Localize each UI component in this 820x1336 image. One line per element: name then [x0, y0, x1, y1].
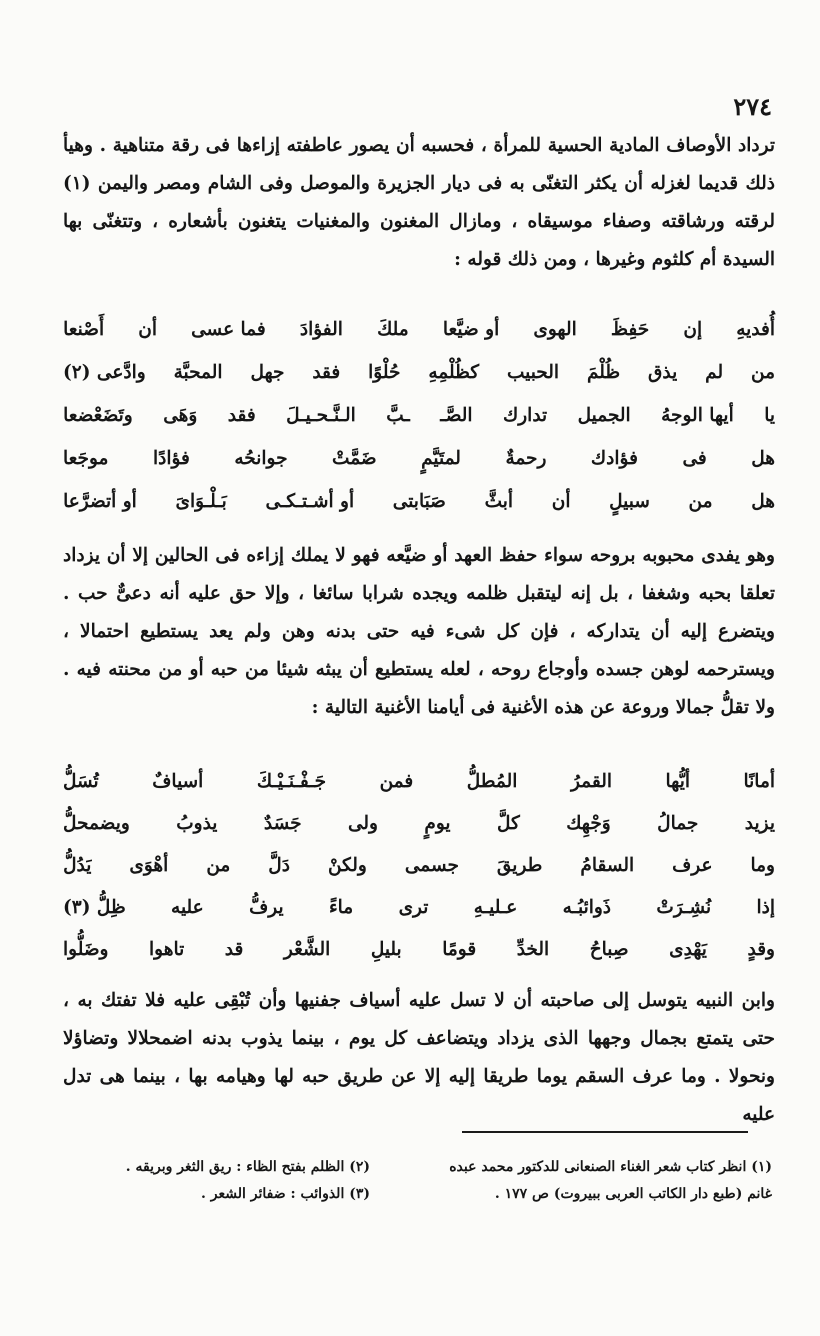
- poem-word: المُطلُّ: [466, 770, 518, 792]
- poem-word: السقامُ: [580, 854, 635, 876]
- footnote-column-left: [126, 1154, 370, 1208]
- poem-word: الصَّـ: [440, 405, 473, 426]
- poem-word: دَلَّ: [268, 854, 290, 876]
- poem-word: نُشِـرَتْ: [656, 896, 712, 918]
- poem-word: لمتَيَّمٍ: [421, 448, 461, 469]
- poem-word: تاهوا: [149, 938, 185, 960]
- poem-word: حُلْوًا: [368, 362, 401, 383]
- poem-word: من: [751, 362, 775, 383]
- poem-word: طريقَ: [496, 854, 543, 876]
- middle-paragraph: وهو يفدى محبوبه بروحه سواء حفظ العهد أو ضيَّعه فهو لا يملك إزاءه فى الحالين إلا أن يزداد تعلقا بحبه وشغفا ، بل إنه ليتقبل ظلمه ويجده شرابا سائغا ، وإلا حق عليه أنه دعىٌّ حب . ويتضرع إليه أن يتداركه ، فإن كل شىء فيه حتى بدنه وهن ولم يعد يستطيع احتمالا ، ويسترحمه لوهن جسده وأوجاع روحه ، لعله يستطيع أن يبثه شيئا من حبه أو من محنته فيه . ولا تقلُّ جمالا وروعة عن هذه الأغنية فى أيامنا الأغنية التالية :: [63, 545, 775, 718]
- poem-word: إذا: [756, 896, 775, 918]
- poem-word: أو أشـتـكـى: [265, 491, 355, 512]
- poem-word: أُفديهِ: [736, 319, 775, 340]
- poem-word: ظِلُّ (٣): [63, 896, 126, 918]
- poem-word: من: [688, 491, 713, 512]
- poem-line: [63, 437, 775, 480]
- poem-word: الـنَّـحـيـلَ: [286, 405, 356, 426]
- closing-paragraph: وابن النبيه يتوسل إلى صاحبته أن لا تسل عليه أسياف جفنيها وأن تُبْقِى عليه فلا تفتك به ، حتى يتمتع بجمال وجهها الذى يزداد ويتضاعف كل يوم ، بينما يذوب بدنه اضمحلالا وتضاؤلا ونحولا . وما عرف السقم يوما طريقا إليه إلا عن طريق حبه لها وهيامه بها ، بينما هى تدل عليه: [63, 990, 775, 1125]
- poem-word: موجَعا: [63, 448, 109, 469]
- poem-word: تُسَلُّ: [63, 770, 99, 792]
- poem-word: وَهَى: [163, 405, 198, 426]
- poem-word: فى: [682, 448, 707, 469]
- poem-word: هل: [751, 491, 775, 512]
- poem-word: فمن: [379, 770, 414, 792]
- poem-word: يذوبُ: [176, 812, 218, 834]
- poem-line: [63, 351, 775, 394]
- poem-word: الفؤادَ: [299, 319, 343, 340]
- poem-word: ـبَّ: [386, 405, 410, 426]
- poem-word: قومًا: [442, 938, 477, 960]
- poem-word: فؤادًا: [152, 448, 190, 469]
- poem-word: ذَوائبُـه: [562, 896, 612, 918]
- poem-word: كظُلْمِهِ: [428, 362, 480, 383]
- poem-word: أَصْنعا: [63, 319, 105, 340]
- poem-word: إن: [683, 319, 703, 340]
- poem-word: يذق: [648, 362, 678, 383]
- poem-word: ولى: [347, 812, 378, 834]
- poem-word: حَفِظَ: [610, 319, 650, 340]
- poem-word: الحبيب: [506, 362, 560, 383]
- poem-word: وتَضَعْضعا: [63, 405, 133, 426]
- poem-word: تدارك: [503, 405, 548, 426]
- poem-word: عليه: [171, 896, 204, 918]
- intro-paragraph: ترداد الأوصاف المادية الحسية للمرأة ، فحسبه أن يصور عاطفته إزاءها فى رقة متناهية . وهيأ ذلك قديما لغزله أن يكثر التغنّى به فى ديار الجزيرة والموصل وفى الشام ومصر واليمن (١) لرقته ورشاقته وصفاء موسيقاه ، ومازال المغنون والمغنيات يتغنون بأشعاره ، وتتغنّى بها السيدة أم كلثوم وغيرها ، ومن ذلك قوله :: [63, 135, 775, 270]
- poem-2: [63, 760, 775, 970]
- poem-word: الخدِّ: [516, 938, 550, 960]
- poem-word: الهوى: [533, 319, 577, 340]
- poem-word: المحبَّة: [173, 362, 223, 383]
- poem-word: أيها الوجهُ: [661, 405, 734, 426]
- poem-word: قد: [224, 938, 244, 960]
- poem-word: أن: [138, 319, 157, 340]
- poem-word: بليلِ: [370, 938, 402, 960]
- poem-word: يومٍ: [424, 812, 451, 834]
- poem-word: فقد: [227, 405, 256, 426]
- footnote-column-right: [449, 1154, 772, 1208]
- poem-word: يا: [764, 405, 775, 426]
- poem-word: بَـلْـوَاىَ: [175, 491, 227, 512]
- poem-word: جَسَدٌ: [263, 812, 302, 834]
- poem-word: ترى: [398, 896, 429, 918]
- poem-word: أو أتضرَّعا: [63, 491, 137, 512]
- page-number: ٢٧٤: [733, 92, 772, 121]
- footnote-3: (٣) الذوائب : ضفائر الشعر .: [201, 1186, 370, 1202]
- poem-word: ويضمحلُّ: [63, 812, 130, 834]
- poem-word: أن: [551, 491, 571, 512]
- poem-word: جسمى: [404, 854, 459, 876]
- poem-word: صِباحُ: [589, 938, 629, 960]
- poem-word: يَهْدِى: [669, 938, 707, 960]
- poem-line: [63, 886, 775, 928]
- poem-line: [63, 394, 775, 437]
- poem-word: ولكنْ: [327, 854, 367, 876]
- poem-line: [63, 802, 775, 844]
- poem-word: أهْوَى: [129, 854, 169, 876]
- poem-word: هل: [751, 448, 775, 469]
- poem-word: وَجْهِك: [566, 812, 611, 834]
- poem-word: القمرُ: [570, 770, 612, 792]
- poem-word: فما عسى: [191, 319, 266, 340]
- poem-word: لم: [705, 362, 724, 383]
- poem-line: [63, 928, 775, 970]
- poem-word: ماءً: [328, 896, 354, 918]
- poem-word: ظُلْمَ: [586, 362, 621, 383]
- poem-word: جهل: [250, 362, 285, 383]
- poem-1: [63, 308, 775, 523]
- poem-word: وقدٍ: [747, 938, 775, 960]
- poem-word: وضَلُّوا: [63, 938, 109, 960]
- poem-word: يَدُلُّ: [63, 854, 92, 876]
- poem-word: الجميل: [577, 405, 631, 426]
- poem-line: [63, 308, 775, 351]
- poem-word: جمالُ: [657, 812, 699, 834]
- poem-word: وادَّعى (٢): [63, 362, 146, 383]
- footnote-2: (٢) الظلم بفتح الظاء : ريق الثغر وبريقه .: [125, 1159, 370, 1175]
- poem-line: [63, 760, 775, 802]
- poem-word: يرفُّ: [249, 896, 284, 918]
- poem-word: كلَّ: [496, 812, 520, 834]
- poem-word: جوانحُه: [234, 448, 288, 469]
- poem-line: [63, 480, 775, 523]
- poem-word: فؤادك: [590, 448, 638, 469]
- poem-word: صَبَابتى: [392, 491, 446, 512]
- poem-word: أسيافٌ: [152, 770, 204, 792]
- footnote-1-line-1: (١) انظر كتاب شعر الغناء الصنعانى للدكتور محمد عبده: [449, 1159, 772, 1175]
- poem-word: أو ضيَّعا: [442, 319, 500, 340]
- poem-word: يزيد: [744, 812, 775, 834]
- footnote-separator: [462, 1131, 748, 1133]
- poem-word: ضَمَّتْ: [332, 448, 377, 469]
- poem-word: عرف: [672, 854, 713, 876]
- poem-word: عـليـهِ: [473, 896, 518, 918]
- poem-word: أيُّها: [665, 770, 690, 792]
- poem-word: أمانًا: [743, 770, 775, 792]
- poem-word: فقد: [312, 362, 341, 383]
- poem-word: من: [206, 854, 231, 876]
- poem-word: وما: [750, 854, 775, 876]
- poem-word: ملكَ: [377, 319, 409, 340]
- poem-word: أبثَّ: [484, 491, 514, 512]
- footnote-1-line-2: غانم (طبع دار الكاتب العربى ببيروت) ص ١٧٧ .: [494, 1186, 772, 1202]
- poem-word: جَـفْـنَـيْـكَ: [256, 770, 327, 792]
- poem-word: سبيلٍ: [609, 491, 650, 512]
- poem-word: الشَّعْر: [283, 938, 331, 960]
- poem-line: [63, 844, 775, 886]
- poem-word: رحمةٌ: [505, 448, 547, 469]
